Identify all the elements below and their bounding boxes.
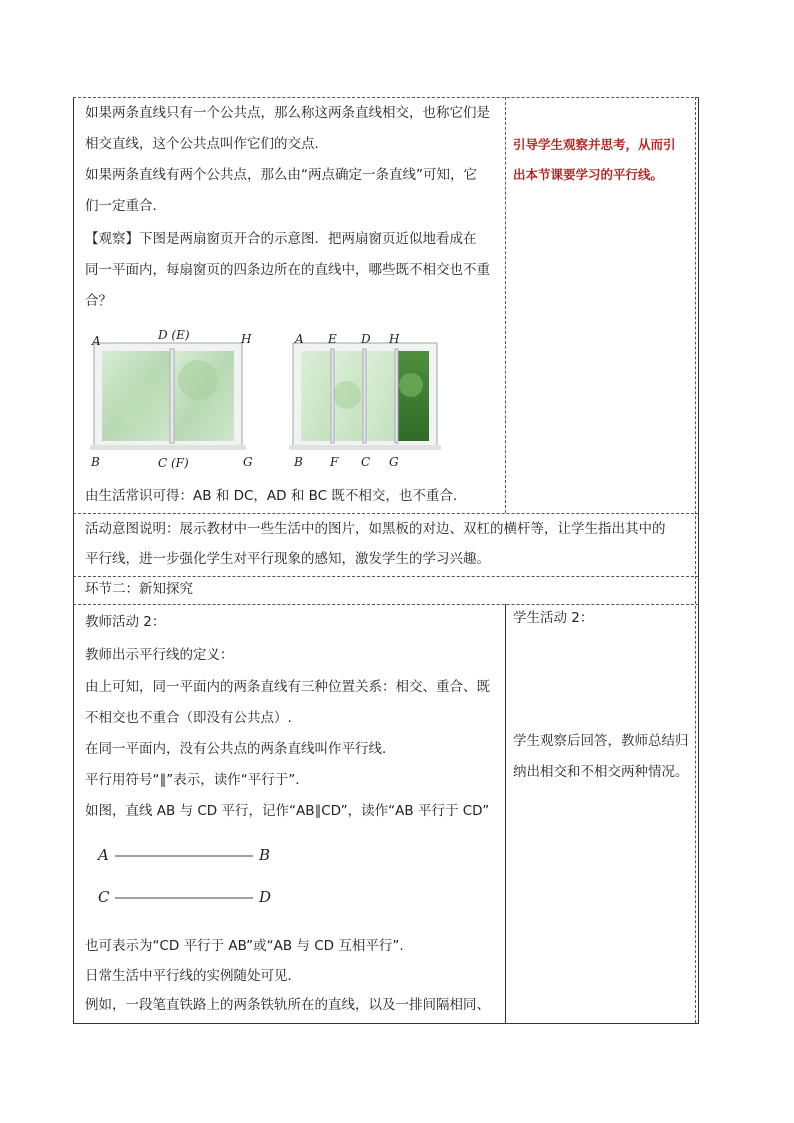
intent-line: 平行线，进一步强化学生对平行现象的感知，激发学生的学习兴趣。 bbox=[85, 551, 490, 567]
side-note-line: 引导学生观察并思考，从而引 bbox=[513, 137, 676, 152]
student-activity-line: 学生观察后回答，教师总结归 bbox=[513, 733, 689, 749]
paragraph-line: 在同一平面内，没有公共点的两条直线叫作平行线． bbox=[85, 741, 396, 757]
paragraph-line: 日常生活中平行线的实例随处可见． bbox=[85, 968, 301, 984]
paragraph-line: 不相交也不重合（即没有公共点）. bbox=[85, 710, 292, 726]
point-label: B bbox=[294, 455, 303, 469]
point-label: C bbox=[361, 455, 371, 469]
point-label: A bbox=[92, 334, 101, 348]
point-label: C bbox=[98, 888, 110, 906]
point-label: G bbox=[389, 455, 399, 469]
row-divider-bottom bbox=[73, 1023, 699, 1024]
stage-title: 环节二：新知探究 bbox=[85, 581, 193, 597]
row-divider-section2 bbox=[73, 604, 699, 605]
paragraph-line: 如图，直线 AB 与 CD 平行，记作“AB∥CD”，读作“AB 平行于 CD” bbox=[85, 803, 490, 819]
point-label: F bbox=[330, 455, 339, 469]
table-right-border bbox=[695, 97, 696, 1023]
student-activity-header: 学生活动 2： bbox=[513, 610, 594, 626]
point-label: E bbox=[328, 332, 337, 346]
point-label: D bbox=[361, 332, 371, 346]
point-label: D (E) bbox=[158, 328, 190, 342]
column-divider-1 bbox=[505, 97, 506, 513]
point-label: C (F) bbox=[158, 456, 189, 470]
student-activity-line: 纳出相交和不相交两种情况。 bbox=[513, 764, 689, 780]
paragraph-line: 们一定重合. bbox=[85, 198, 157, 214]
paragraph-line: 同一平面内，每扇窗页的四条边所在的直线中，哪些既不相交也不重 bbox=[85, 262, 490, 278]
row-divider-stage bbox=[73, 576, 699, 577]
point-label: B bbox=[259, 846, 271, 864]
point-label: A bbox=[98, 846, 109, 864]
paragraph-line: 平行用符号“∥”表示，读作“平行于”. bbox=[85, 772, 300, 788]
teacher-activity-header: 教师活动 2： bbox=[85, 614, 166, 630]
point-label: H bbox=[241, 332, 252, 346]
intent-line: 活动意图说明：展示教材中一些生活中的图片，如黑板的对边、双杠的横杆等，让学生指出其中的 bbox=[85, 521, 666, 537]
conclusion-line: 由生活常识可得：AB 和 DC，AD 和 BC 既不相交，也不重合. bbox=[85, 488, 458, 504]
window-figure-closed bbox=[80, 325, 260, 475]
point-label: B bbox=[91, 455, 100, 469]
paragraph-line: 合？ bbox=[85, 293, 112, 309]
paragraph-line: 相交直线，这个公共点叫作它们的交点. bbox=[85, 136, 319, 152]
row-divider-top bbox=[73, 97, 699, 98]
parallel-lines-figure bbox=[95, 840, 285, 910]
point-label: D bbox=[259, 888, 272, 906]
paragraph-line: 也可表示为“CD 平行于 AB”或“AB 与 CD 互相平行”. bbox=[85, 938, 404, 954]
row-divider-intent bbox=[73, 513, 699, 514]
side-note-line: 出本节课要学习的平行线。 bbox=[513, 167, 664, 182]
paragraph-line: 【观察】下图是两扇窗页开合的示意图．把两扇窗页近似地看成在 bbox=[85, 231, 477, 247]
column-divider-2 bbox=[505, 604, 506, 1023]
point-label: G bbox=[243, 455, 253, 469]
paragraph-line: 如果两条直线只有一个公共点，那么称这两条直线相交，也称它们是 bbox=[85, 105, 490, 121]
paragraph-line: 由上可知，同一平面内的两条直线有三种位置关系：相交、重合、既 bbox=[85, 679, 490, 695]
paragraph-line: 例如，一段笔直铁路上的两条铁轨所在的直线，以及一排间隔相同、 bbox=[85, 997, 490, 1013]
point-label: A bbox=[295, 332, 304, 346]
paragraph-line: 如果两条直线有两个公共点，那么由“两点确定一条直线”可知，它 bbox=[85, 167, 477, 183]
window-figure-open bbox=[285, 325, 445, 475]
paragraph-line: 教师出示平行线的定义： bbox=[85, 647, 234, 663]
point-label: H bbox=[389, 332, 400, 346]
